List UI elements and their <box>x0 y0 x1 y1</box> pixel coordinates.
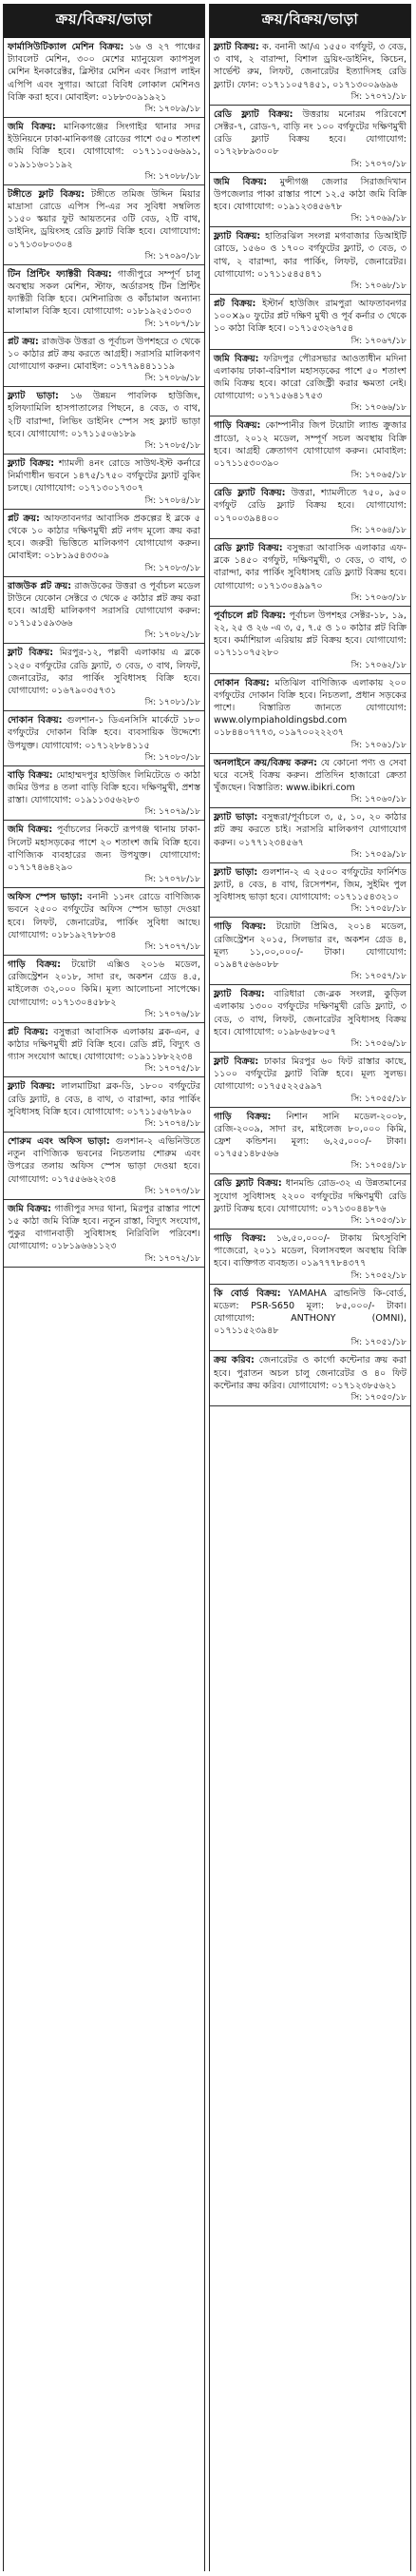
classified-ad <box>4 766 204 822</box>
classified-ad <box>210 1108 410 1175</box>
ad-description: ১৬ ও ২৭ পাঞ্চের ট্যাবলেট মেশিন, ৩০০ মেশের ম্যানুয়েল ক্যাপসুল মেশিন ইনকারেক্টর, ব্লিস্টার মেশিন এবং সিরাপ লাইন এপিপি এবং সুগার। আরো বিবিধ লোকাল মেশিনও বিক্রি করা হবে। মোবাইল: ০১৮৮৩০৯১৯২১ <box>8 42 200 103</box>
ad-reference-code: সি: ১৭০৫১/১৮ <box>350 1338 407 1348</box>
ad-reference-code: সি: ১৭০৮২/১৮ <box>144 630 200 641</box>
classified-ad <box>210 674 410 754</box>
ad-text <box>214 920 407 971</box>
ad-description: মিরপুর-১২, পল্লবী এলাকায় এ ব্লকে ১২৫০ বর্গফুটের রেডি ফ্ল্যাট, ৩ বেড, ৩ বাথ, লিফট, জেনারেটর, কার পার্কিং সুবিধাসহ বিক্রি হবে। যোগাযোগ: ০১৬৭৯০৩৫৭৩১ <box>8 648 200 696</box>
ad-text <box>8 457 200 495</box>
classified-ad <box>4 956 204 1023</box>
ad-heading: জমি বিক্রয়: <box>8 1203 51 1214</box>
classified-ad <box>210 607 410 674</box>
ad-reference-code: সি: ১৭০৬৯/১৮ <box>350 214 407 224</box>
ad-description: আফতাবনগর আবাসিক প্রকল্পের ই ব্লকে ৫ থেকে ১০ কাঠার দক্ষিণমুখী প্লট নগদ মূল্যে ক্রয় করা হবে। জরুরী ভিত্তিতে মালিকগণ যোগাযোগ করুন। মোবাইল: ০১৮১৯৫৪৩৩০৯ <box>8 513 200 562</box>
ad-reference-code: সি: ১৭০৫৬/১৮ <box>350 1038 407 1049</box>
ad-heading: ফ্লাট বিক্রয়: <box>214 1056 259 1067</box>
ad-text <box>8 1080 200 1118</box>
ad-text <box>8 823 200 874</box>
classified-ad <box>4 644 204 711</box>
ad-heading: ফ্ল্যাট ভাড়া: <box>214 866 258 878</box>
ad-heading: গাড়ি বিক্রয়: <box>214 420 261 432</box>
classified-ad <box>210 484 410 539</box>
classified-ad <box>210 1351 410 1406</box>
ad-description: বসুন্ধরা/পূর্বাচলে ৩, ৫, ১০, ২০ কাঠার প্লট ক্রয় করতে চাই। সরাসরি মালিকগণ যোগাযোগ করুন। ০১৭৭১২৩৪৫৬৭ <box>214 812 407 848</box>
ad-text <box>214 353 407 403</box>
ad-text <box>8 580 200 630</box>
ad-heading: জমি বিক্রয়: <box>214 353 259 364</box>
ad-heading: ফার্মাসিউটিক্যাল মেশিন বিক্রয়: <box>8 42 124 52</box>
ad-description: টয়োটা এক্সিও ২০১৬ মডেল, রেজিস্ট্রেশন ২০১৮, সাদা রং, অকশন গ্রেড ৪.৫, মাইলেজ ৩২,০০০ কিমি। মূল্য আলোচনা সাপেক্ষে। যোগাযোগ: ০১৭১৩০৪৫৮৮২ <box>8 959 200 1008</box>
ad-heading: শোরুম এবং অফিস ভাড়া: <box>8 1136 110 1147</box>
ad-description: উত্তরা, শ্যামলীতে ৭৫০, ৯৫০ বর্গফুট রেডি ফ্ল্যাট বিক্রয় হবে। যোগাযোগ: ০১৭০০৩৯৪৪০০ <box>214 488 407 524</box>
ad-reference-code: সি: ১৭০৮৯/১৮ <box>144 105 200 115</box>
ad-heading: প্লট ক্রয়: <box>8 336 39 347</box>
ad-reference-code: সি: ১৭০৭৪/১৮ <box>144 1119 200 1129</box>
ad-text <box>8 188 200 251</box>
ad-text <box>8 714 200 752</box>
classified-ad <box>4 821 204 888</box>
ad-heading: প্লট বিক্রয়: <box>8 1026 48 1037</box>
ad-description: বনানী ১১নং রোডে বাণিজ্যিক ভবনে ২৫০০ বর্গফুটের অফিস স্পেস ভাড়া দেওয়া হবে। লিফট, জেনারেটর, পার্কিং সুবিধা আছে। যোগাযোগ: ০১৮১৯২৭৮৮৩৪ <box>8 892 200 940</box>
ad-text <box>214 230 407 281</box>
ad-description: গুলশান-২ এভিনিউতে নতুন বাণিজ্যিক ভবনের নিচতলায় শোরুম এবং উপরের তলায় অফিস স্পেস ভাড়া দেওয়া হবে। যোগাযোগ: ০১৭৫৫৬৬২২৩৪ <box>8 1136 200 1185</box>
ad-text <box>214 487 407 525</box>
ad-description: ফরিদপুর পৌরসভার আওতাধীন মদিনা এলাকায় ঢাকা-বরিশাল মহাসড়কের পাশে ৫০ শতাংশ জমি বিক্রয় হবে। কারো রেজিস্ট্রী করার ক্ষমতা নেই। যোগাযোগ: ০১৭১৫৬৪১৭৫৩ <box>214 353 407 402</box>
ad-reference-code: সি: ১৭০৬১/১৮ <box>350 740 407 750</box>
ad-reference-code: সি: ১৭০৮৮/১৮ <box>144 171 200 182</box>
ad-heading: ফ্ল্যাট বিক্রয়: <box>8 458 55 470</box>
ad-heading: পূর্বাচলে প্লট বিক্রয়: <box>214 610 286 621</box>
ad-reference-code: সি: ১৭০৭৫/১৮ <box>144 1064 200 1075</box>
ad-description: হাতিরঝিল সংলগ্ন মগবাজার ডিআইটি রোডে, ১৫৬০ ও ১৭০০ বর্গফুটের ফ্ল্যাট, ৩ বেড, ৩ বাথ, ২ বারান্দা, কার পার্কিং, লিফট, জেনারেটর। যোগাযোগ: ০১৭১১৫৪৫৪৭১ <box>214 231 407 280</box>
ad-text <box>214 757 407 795</box>
ad-text <box>214 1177 407 1215</box>
classified-ad <box>4 265 204 333</box>
ad-reference-code: সি: ১৭০৫২/১৮ <box>350 1270 407 1281</box>
classified-ad <box>4 888 204 956</box>
ad-heading: ফ্ল্যাট ভাড়া: <box>8 391 59 402</box>
ad-reference-code: সি: ১৭০৫৮/১৮ <box>350 904 407 915</box>
ad-description: ক. বনানী আ/এ ১৫৫০ বর্গফুট, ৩ বেড, ৩ বাথ, ২ বারান্দা, বিশাল ড্রয়িং-ডাইনিং, কিচেন, সার্ভেন্ট রুম, লিফট, জেনারেটর ইত্যাদিসহ রেডি ফ্ল্যাট। ফোন: ০১৭১১০৫৭৪৫১, ০১৭১৩০০৯৬৯৬ <box>214 42 407 90</box>
ad-description: পূর্বাচলের নিকটে রূপগঞ্জ থানায় ঢাকা-সিলেট মহাসড়কের পাশে ২০ শতাংশ জমি বিক্রি হবে। বাণিজ্যিক ব্যবহারের জন্য উপযুক্ত। যোগাযোগ: ০১৭১৭৪৬৪২৯০ <box>8 824 200 873</box>
ad-description: টঙ্গীতে তমিজ উদ্দিন মিয়ার মাদ্রাসা রোডে এপিস পি-এর সব সুবিধা সম্বলিত ১১৫০ স্কয়ার ফুট আয়তনের ৩টি বেড, ২টি বাথ, ডাইনিং, ড্রয়িংসহ রেডি ফ্ল্যাট বিক্রি হবে। যোগাযোগ: ০১৭১৩০৮০৩০৪ <box>8 188 200 250</box>
classified-ad <box>210 863 410 919</box>
ad-text <box>214 1288 407 1338</box>
ad-reference-code: সি: ১৭০৮৬/১৮ <box>144 374 200 384</box>
classified-ad <box>210 985 410 1053</box>
ad-text <box>214 988 407 1038</box>
ad-text <box>8 959 200 1009</box>
ad-reference-code: সি: ১৭০৮৪/১৮ <box>144 495 200 506</box>
ad-text <box>8 891 200 941</box>
ad-heading: জমি বিক্রয়: <box>8 122 56 133</box>
ad-heading: টঙ্গীতে ফ্লাট বিক্রয়: <box>8 188 85 200</box>
ads-list <box>210 38 410 1406</box>
ad-heading: ফ্ল্যাট বিক্রয়: <box>8 1081 56 1093</box>
ad-reference-code: সি: ১৭০৬৩/১৮ <box>350 592 407 603</box>
classified-ad <box>4 455 204 510</box>
classified-ad <box>210 227 410 295</box>
classified-ad <box>4 387 204 455</box>
ad-description: ১৬ উন্নয়ন পাবলিক হাউজিং, হলিফ্যামিলি হাসপাতালের পিছনে, ৪ বেড, ৩ বাথ, ২টি বারান্দা, লিভিং ডাইনিং স্পেস সহ ফ্ল্যাট ভাড়া হবে। যোগাযোগ: ০১৭১১৫০৬১৮৯ <box>8 391 200 439</box>
ad-text <box>214 176 407 214</box>
ad-reference-code: সি: ১৭০৭৬/১৮ <box>144 1009 200 1019</box>
ad-description: ১৬,৫০,০০০/- টাকায় মিৎসুবিশি পাজেরো, ২০১১ মডেল, বিলাসবহুল অবস্থায় বিক্রি হবে। ব্যক্তিগত ব্যবহৃত। ০১৯৭৭৭৮৪৩৭৭ <box>214 1233 407 1269</box>
ad-heading: ফ্ল্যাট বিক্রয়: <box>214 231 261 242</box>
ad-heading: দোকান বিক্রয়: <box>214 677 270 688</box>
ad-text <box>214 1354 407 1392</box>
ad-description: যে কোনো পণ্য ও সেবা ঘরে বসেই বিক্রয় করুন। প্রতিদিন হাজারো ক্রেতা খুঁজছেন। বিস্তারিত: www.ibikri.com <box>214 757 407 793</box>
classified-ad <box>4 1023 204 1078</box>
ad-reference-code: সি: ১৭০৫৩/১৮ <box>350 1216 407 1227</box>
ad-reference-code: সি: ১৭০৫৪/১৮ <box>350 1161 407 1172</box>
ad-reference-code: সি: ১৭০৬৫/১৮ <box>350 471 407 481</box>
ad-text <box>8 1135 200 1186</box>
ad-description: জেনারেটর ও কার্গো কন্টেনার ক্রয় করা হবে। পুরাতন অচল চালু জেনারেটর ও ৪০ ফিট কন্টেনার ক্রয় করিব। যোগাযোগ: ০১৭১২৩৮৫৬২১ <box>214 1355 407 1391</box>
ad-heading: ফ্ল্যাট ভাড়া: <box>214 812 258 823</box>
ad-reference-code: সি: ১৭০৭৭/১৮ <box>144 941 200 952</box>
ad-text <box>214 108 407 159</box>
classified-ad <box>210 106 410 173</box>
ad-description: গাজীপুর সদর থানা, মিরপুর রাস্তার পাশে ১৫ কাঠা জমি বিক্রি হবে। নতুন রাস্তা, বিদ্যুৎ সংযোগ, পুকুর বাগানবাড়ী সুবিধাসহ নিরিবিলি পরিবেশ। যোগাযোগ: ০১৮১৯৬৬১১২৩ <box>8 1203 200 1252</box>
column-header: ক্রয়/বিক্রয়/ভাড়া <box>4 4 204 38</box>
ad-heading: কি বোর্ড বিক্রয়: <box>214 1288 281 1299</box>
ad-heading: গাড়ি বিক্রয়: <box>214 1233 267 1245</box>
ad-reference-code: সি: ১৭০৮৭/১৮ <box>144 319 200 329</box>
ad-description: মতিঝিল বাণিজ্যিক এলাকায় ২০০ বর্গফুটের দোকান বিক্রি হবে। নিচতলা, প্রধান সড়কের পাশে। বিস্তারিত জানতে যোগাযোগ: www.olympiaholdingsbd.com ০১৮৪৪০৭৭৭৩, ০১৯৭০০২২২৩৭ <box>214 677 407 739</box>
ad-description: ধানমন্ডি রোড-৩২ এ উন্নতমানের সুযোগ সুবিধাসহ ২২০০ বর্গফুটের দক্ষিণমুখী রেডি ফ্ল্যাট বিক্রয় হবে। যোগাযোগ: ০১৭১৩০৪৪৮৭৬ <box>214 1178 407 1214</box>
ad-text <box>8 268 200 319</box>
ad-heading: জমি বিক্রয়: <box>8 824 53 836</box>
ad-text <box>8 336 200 374</box>
ad-reference-code: সি: ১৭০৫৫/১৮ <box>350 1094 407 1104</box>
ad-description: ঢাকার মিরপুর ৬০ ফিট রাস্তার কাছে, ১১০০ বর্গফুটের ফ্ল্যাট বিক্রি হবে। মূল্য সুলভ। যোগাযোগ: ০১৭৫৫২২৫৯৯৭ <box>214 1056 407 1093</box>
ad-heading: ফ্ল্যাট বিক্রয়: <box>214 42 259 52</box>
ad-reference-code: সি: ১৭০৫০/১৮ <box>350 1393 407 1404</box>
ad-text <box>8 121 200 171</box>
ad-description: গুলশান-১ ডিএনসিসি মার্কেটে ১৮০ বর্গফুটের দোকান বিক্রি হবে। ব্যবসায়িক উদ্দেশ্যে উপযুক্ত। যোগাযোগ: ০১৭১২৮৮৪১১৫ <box>8 715 200 751</box>
ad-reference-code: সি: ১৭০৮১/১৮ <box>144 698 200 708</box>
ad-description: গাজীপুরে সম্পূর্ণ চালু অবস্থায় সকল মেশিন, স্টাফ, অর্ডারসহ টিন প্রিন্টিং ফ্যাক্টরী বিক্রি হবে। মেশিনারিজ ও কাঁচামাল অন্যান্য মালামাল বিক্রি হবে। যোগাযোগ: ০১৮১৯২৫১৩০৩ <box>8 268 200 318</box>
ad-description: উত্তরায় মনোরম পরিবেশে সেক্টর-৭, রোড-৭, বাড়ি নং ১০০ বর্গফুটের দক্ষিণমুখী রেডি ফ্ল্যাট বিক্রয় হবে। যোগাযোগ: ০১৭২৮৮৯৩০০৮ <box>214 108 407 158</box>
ad-reference-code: সি: ১৭০৮৫/১৮ <box>144 441 200 452</box>
ad-heading: ফ্ল্যাট বিক্রয়: <box>214 989 265 1000</box>
ad-heading: রেডি ফ্ল্যাট বিক্রয়: <box>214 108 293 120</box>
ad-reference-code: সি: ১৭০৭৩/১৮ <box>144 1186 200 1196</box>
ad-description: বসুন্ধরা আবাসিক এলাকায় ব্লক-এন, ৫ কাঠার দক্ষিণমুখী প্লট বিক্রি হবে। রেডি প্লট, বিদ্যুৎ ও গ্যাস সংযোগ আছে। যোগাযোগ: ০১৯১১৮৮২২৩৪ <box>8 1026 200 1063</box>
ad-description: শ্যামলী ৪নং রোডে সাউথ-ইস্ট কর্নারে নির্মাণাধীন ভবনে ১৪৭৫/১৭৫০ বর্গফুটের ফ্ল্যাট বুকিং চলছে। যোগাযোগ: ০১৭১৩০১৭৩০৭ <box>8 458 200 494</box>
classified-ad <box>4 1077 204 1133</box>
ads-list <box>4 38 204 1268</box>
ad-heading: দোকান বিক্রয়: <box>8 715 63 726</box>
classified-ad <box>210 1053 410 1108</box>
ad-text <box>214 610 407 660</box>
ad-reference-code: সি: ১৭০৫৯/১৮ <box>350 849 407 860</box>
ad-reference-code: সি: ১৭০৬৬/১৮ <box>350 403 407 414</box>
column-header: ক্রয়/বিক্রয়/ভাড়া <box>210 4 410 38</box>
ad-heading: ক্রয় করিব: <box>214 1355 255 1366</box>
classified-ad <box>210 539 410 607</box>
ad-reference-code: সি: ১৭০৭১/১৮ <box>350 91 407 102</box>
ad-reference-code: সি: ১৭০৮৩/১৮ <box>144 563 200 573</box>
ad-description: কোম্পানীর জিপ টয়োটা ল্যান্ড ক্রুজার প্রাডো, ২০১২ মডেল, সম্পূর্ণ সচল অবস্থায় বিক্রি হবে। আগ্রহী ক্রেতাগণ যোগাযোগ করুন। মোবাইল: ০১৭১১৫৩০৩৯০ <box>214 420 407 470</box>
ad-description: পূর্বাচল উপশহর সেক্টর-১৮, ১৯, ২২, ২৫ ও ২৬ -এ ৩, ৫, ৭.৫ ও ১০ কাঠার প্লট বিক্রি হবে। কর্মাশিয়াল এরিয়ায় প্লট বিক্রয় হবে। যোগাযোগ: ০১৭১১০৭৫২৮০ <box>214 610 407 659</box>
classified-ad <box>210 808 410 863</box>
ad-description: রাজউকের উত্তরা ও পূর্বাচল মডেল টাউনে যেকোন সেক্টরে ৩ থেকে ৫ কাঠার প্লট ক্রয় করা হবে। আগ্রহী মালিকগণ সরাসরি যোগাযোগ করুন: ০১৭১৫১৫৯৩৬৬ <box>8 580 200 629</box>
classified-ad <box>4 577 204 645</box>
ad-text <box>214 542 407 592</box>
ad-text <box>214 1056 407 1094</box>
ad-text <box>214 677 407 740</box>
ad-reference-code: সি: ১৭০৭২/১৮ <box>144 1253 200 1264</box>
ad-text <box>8 1203 200 1253</box>
ad-reference-code: সি: ১৭০৬৭/১৮ <box>350 336 407 346</box>
ad-description: মোহাম্মদপুর হাউজিং লিমিটেডে ৩ কাঠা জমির উপর ৪ তলা বাড়ি বিক্রি হবে। দক্ষিণমুখী, প্রশস্ত রাস্তা। যোগাযোগ: ০১৯১১৩৫৬২৮৩ <box>8 769 200 806</box>
classified-ad <box>210 1285 410 1352</box>
ad-description: মানিকগঞ্জের সিংগাইর থানার সদর ইউনিয়নে ঢাকা-মানিকগঞ্জ রোডের পাশে ৩৫০ শতাংশ জমি বিক্রি হবে। যোগাযোগ: ০১৭১১০৫৬৬৯১, ০১৯১১৬০১১৯২ <box>8 122 200 170</box>
ad-description: নিশান সানি মডেল-২০০৮, রেজি-২০০৯, সাদা রং, মাইলেজ ৮০,০০০ কিমি, ফ্রেশ কন্ডিশন। মূল্য: ৬,২৫,০০০/- টাকা। ০১৭৫৫১৪৮৫৬৬ <box>214 1111 407 1160</box>
classified-ad <box>210 1174 410 1230</box>
ad-heading: রেডি ফ্ল্যাট বিক্রয়: <box>214 488 286 499</box>
ad-heading: অফিস স্পেস ভাড়া: <box>8 892 84 903</box>
classified-ad <box>210 918 410 985</box>
ad-description: বসুন্ধরা আবাসিক এলাকার এফ-ব্লকে ১৪৫০ বর্গফুট, দক্ষিণমুখী, ৩ বেড, ৩ বাথ, ৩ বারান্দা, কার পার্কিং সুবিধাসহ রেডি ফ্ল্যাট বিক্রয় হবে। যোগাযোগ: ০১৭১৩০৪৯৯৭০ <box>214 542 407 591</box>
ad-text <box>214 419 407 470</box>
ad-description: লালমাটিয়া ব্লক-ডি, ১৮০০ বর্গফুটের রেডি ফ্ল্যাট, ৪ বেড, ৪ বাথ, ৩ বারান্দা, কার পার্কিং সুবিধাসহ বিক্রি হবে। যোগাযোগ: ০১৭১১৫৬৭৮৯০ <box>8 1081 200 1117</box>
classified-ad <box>210 416 410 484</box>
ad-text <box>8 513 200 563</box>
ad-text <box>214 41 407 91</box>
ad-text <box>214 1232 407 1270</box>
classified-ad <box>210 1230 410 1285</box>
ad-text <box>214 866 407 904</box>
ad-reference-code: সি: ১৭০৬৮/১৮ <box>350 281 407 292</box>
ad-heading: ফ্লাট বিক্রয়: <box>8 648 54 659</box>
classified-ad <box>210 295 410 350</box>
classified-ad <box>4 118 204 185</box>
ad-text <box>8 390 200 440</box>
ad-reference-code: সি: ১৭০৬৪/১৮ <box>350 525 407 535</box>
ad-reference-code: সি: ১৭০৯০/১৮ <box>144 251 200 261</box>
classified-ad <box>4 510 204 577</box>
classified-ad <box>4 185 204 265</box>
ad-description: ইস্টার্ন হাউজিং রামপুরা আফতাবনগর ১০০×৯০ ফুটের প্লট দক্ষিণ মুখী ও পূর্ব কর্নার ৩ থেকে ১০ কাঠা বিক্রি হবে। ০১৭১৫৩২৬৭৫৪ <box>214 299 407 335</box>
ad-heading: জমি বিক্রয়: <box>214 176 268 187</box>
classified-ad <box>210 350 410 417</box>
ad-heading: গাড়ি বিক্রয়: <box>214 1111 272 1122</box>
ad-text <box>214 298 407 336</box>
ad-reference-code: সি: ১৭০৭৯/১৮ <box>144 807 200 818</box>
ad-heading: অনলাইনে ক্রয়/বিক্রয় করুন: <box>214 757 318 768</box>
ad-description: টয়োটা প্রিমিও, ২০১৪ মডেল, রেজিস্ট্রেশন ২০১৫, সিলভার রং, অকশন গ্রেড ৪, মূল্য ১১,০০,০০০/- টাকা। যোগাযোগ: ০১৯৪৭৫৬৬০৮৮ <box>214 921 407 970</box>
classified-ad <box>4 711 204 766</box>
classified-ad <box>210 754 410 809</box>
ad-heading: বাড়ি বিক্রয়: <box>8 769 53 781</box>
ad-heading: প্লট বিক্রয়: <box>214 299 256 310</box>
ad-heading: প্লট ক্রয়: <box>8 513 40 524</box>
ad-description: গুলশান-২ এ ২৫০০ বর্গফুটের ফার্নিশড ফ্ল্যাট, ৪ বেড, ৪ বাথ, রিসেপশন, জিম, সুইমিং পুল সুবিধাসহ ভাড়া হবে। যোগাযোগ: ০১৭১১৫৪৩২১০ <box>214 866 407 903</box>
classified-ad <box>4 38 204 118</box>
ad-heading: টিন প্রিন্টিং ফ্যাক্টরী বিক্রয়: <box>8 268 112 280</box>
classified-column-right <box>209 4 411 2571</box>
ad-text <box>214 1111 407 1161</box>
ad-text <box>8 41 200 104</box>
ad-reference-code: সি: ১৭০৫৭/১৮ <box>350 972 407 982</box>
ad-description: রাজউক উত্তরা ও পূর্বাচল উপশহরে ৩ থেকে ১০ কাঠার প্লট ক্রয় করতে আগ্রহী। সরাসরি মালিকগণ যোগাযোগ করুন। মোবাইল: ০১৭৭৯৪৪১১১৯ <box>8 336 200 373</box>
ad-heading: রেডি ফ্ল্যাট বিক্রয়: <box>214 1178 282 1190</box>
classified-ad <box>210 173 410 228</box>
ad-reference-code: সি: ১৭০৬০/১৮ <box>350 795 407 805</box>
classified-ad <box>4 1133 204 1200</box>
ad-text <box>8 647 200 697</box>
ad-reference-code: সি: ১৭০৮০/১৮ <box>144 752 200 763</box>
ad-description: YAMAHA ব্রান্ডনিউ কি-বোর্ড, মডেল: PSR-S650 মূল্য: ৮৫,০০০/- টাকা। যোগাযোগ: ANTHONY (OMNI), ০১৭১১৫২৩৯৪৮ <box>214 1288 407 1337</box>
ad-heading: রাজউক প্লট ক্রয়: <box>8 580 72 591</box>
ad-text <box>8 1026 200 1064</box>
ad-description: মুন্সীগঞ্জ জেলার সিরাজদিখান উপজেলার পাকা রাস্তার পাশে ১২.৫ কাঠা জমি বিক্রি হবে। যোগাযোগ: ০১৯১২৩৪৫৬৭৮ <box>214 176 407 213</box>
classified-ad <box>210 38 410 106</box>
ad-text <box>214 811 407 849</box>
ad-reference-code: সি: ১৭০৭৮/১৮ <box>144 875 200 885</box>
ad-heading: গাড়ি বিক্রয়: <box>8 959 62 970</box>
ad-reference-code: সি: ১৭০৭০/১৮ <box>350 159 407 169</box>
classified-column-left <box>3 4 205 2571</box>
ad-description: বারিধারা জে-ব্লক সংলগ্ন, কুড়িল এলাকায় ১৩০০ বর্গফুটের দক্ষিণমুখী রেডি ফ্ল্যাট, ৩ বেড, ৩ বাথ, লিফট, জেনারেটর সুবিধাসহ বিক্রয় হবে। যোগাযোগ: ০১৯৮৬৫৮০৫৭ <box>214 989 407 1037</box>
ad-heading: গাড়ি বিক্রয়: <box>214 921 267 933</box>
ad-text <box>8 769 200 807</box>
ad-reference-code: সি: ১৭০৬২/১৮ <box>350 660 407 670</box>
classified-ad <box>4 1200 204 1268</box>
classified-ad <box>4 333 204 388</box>
ad-heading: রেডি ফ্ল্যাট বিক্রয়: <box>214 542 283 553</box>
